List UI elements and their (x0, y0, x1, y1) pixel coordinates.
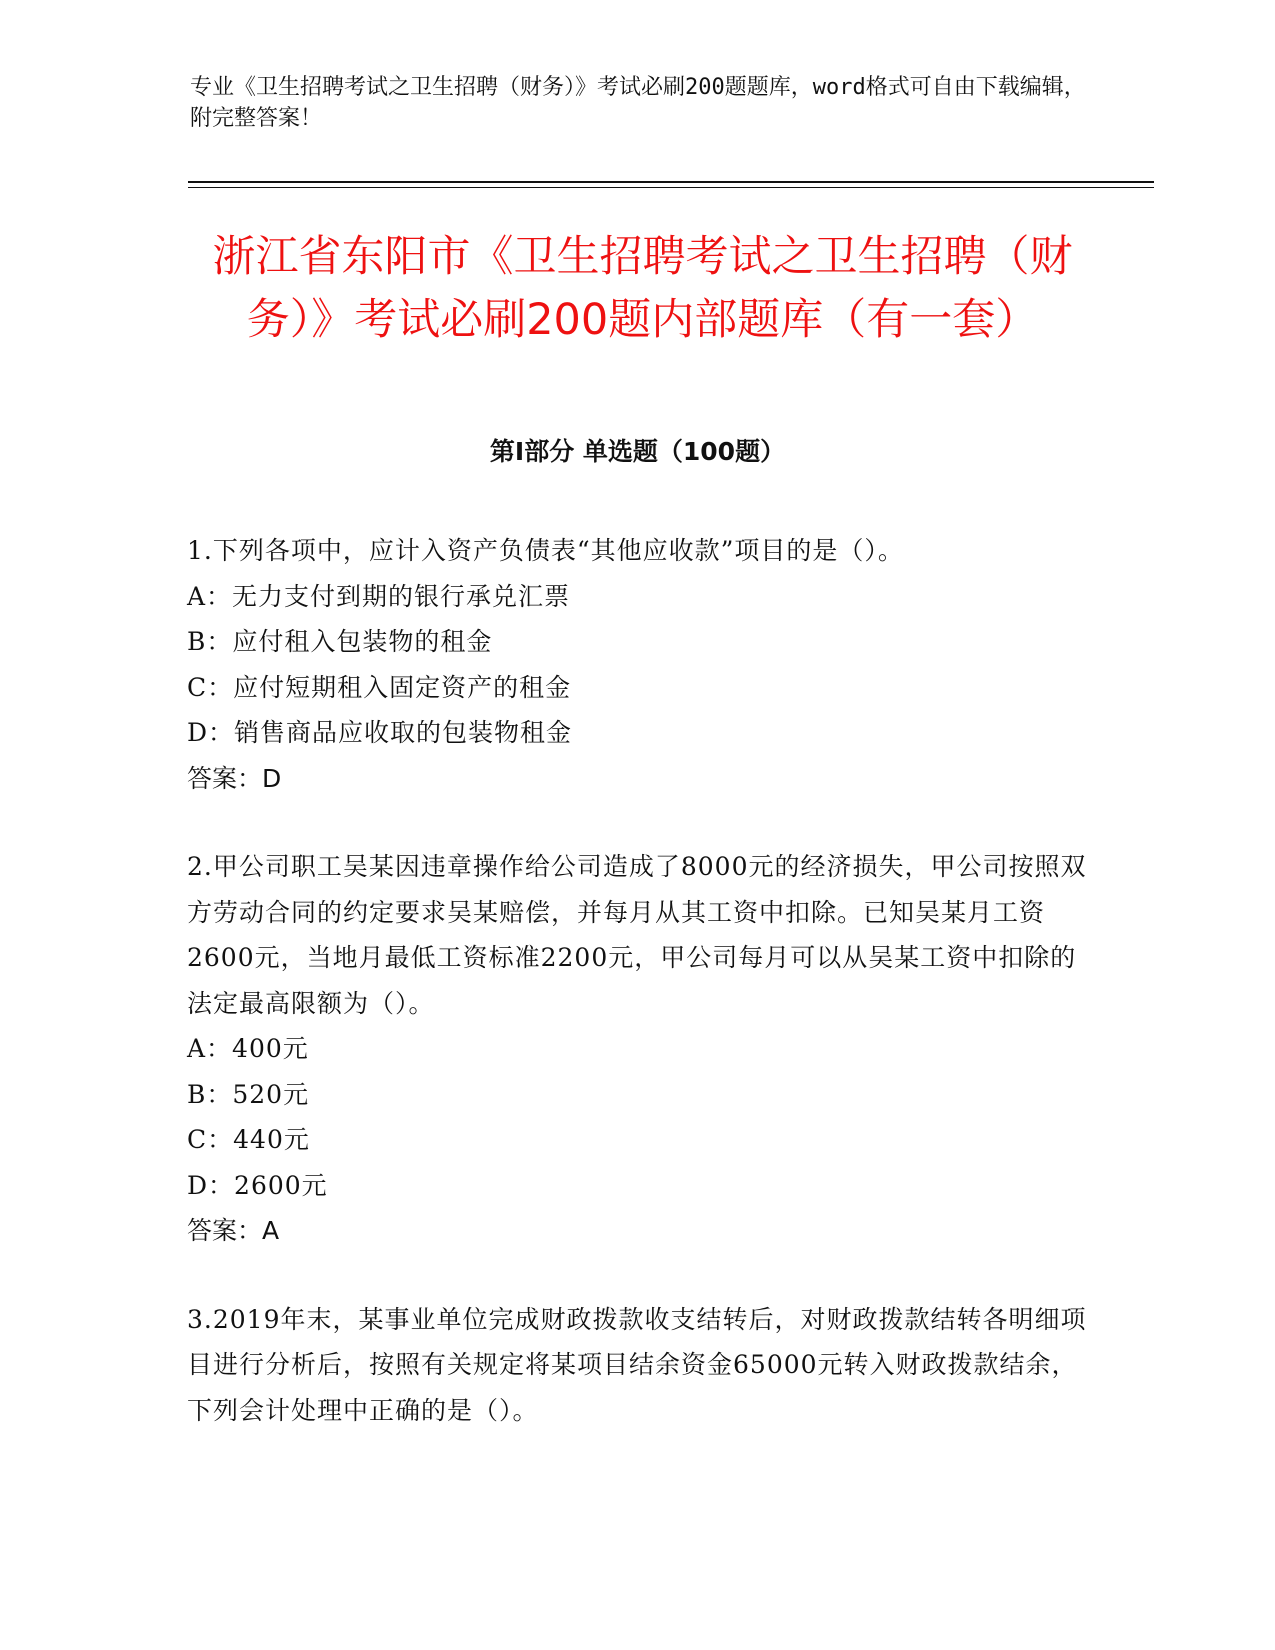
question-stem: 3.2019年末，某事业单位完成财政拨款收支结转后，对财政拨款结转各明细项目进行分析后，按照有关规定将某项目结余资金65000元转入财政拨款结余，下列会计处理中正确的是（）。 (187, 1304, 1087, 1425)
question-stem: 2.甲公司职工吴某因违章操作给公司造成了8000元的经济损失，甲公司按照双方劳动合同的约定要求吴某赔偿，并每月从其工资中扣除。已知吴某月工资2600元，当地月最低工资标准2200元，甲公司每月可以从吴某工资中扣除的法定最高限额为（）。 (187, 852, 1087, 1018)
header-note: 专业《卫生招聘考试之卫生招聘（财务）》考试必刷200题题库，word格式可自由下载编辑，附完整答案！ (190, 75, 1086, 131)
main-title: 浙江省东阳市《卫生招聘考试之卫生招聘（财务）》考试必刷200题内部题库（有一套） (212, 232, 1073, 345)
option-a: A：无力支付到期的银行承兑汇票 (187, 581, 571, 611)
option-c: C：应付短期租入固定资产的租金 (187, 672, 572, 702)
header-rule-thin (188, 187, 1154, 188)
question-list (187, 528, 1087, 1476)
option-d: D：2600元 (187, 1170, 328, 1200)
question-1 (187, 528, 1087, 801)
header-rule-thick (188, 181, 1154, 183)
section-title: 第Ⅰ部分 单选题（100题） (489, 437, 786, 466)
option-d: D：销售商品应收取的包装物租金 (187, 718, 573, 747)
question-2 (187, 844, 1087, 1254)
answer: 答案：A (187, 1216, 280, 1245)
answer: 答案：D (187, 763, 282, 793)
option-b: B：应付租入包装物的租金 (187, 627, 493, 656)
option-b: B：520元 (187, 1079, 310, 1109)
question-3 (187, 1297, 1087, 1434)
option-a: A：400元 (187, 1034, 309, 1063)
option-c: C：440元 (187, 1125, 310, 1154)
question-stem: 1.下列各项中，应计入资产负债表“其他应收款”项目的是（）。 (187, 536, 904, 565)
